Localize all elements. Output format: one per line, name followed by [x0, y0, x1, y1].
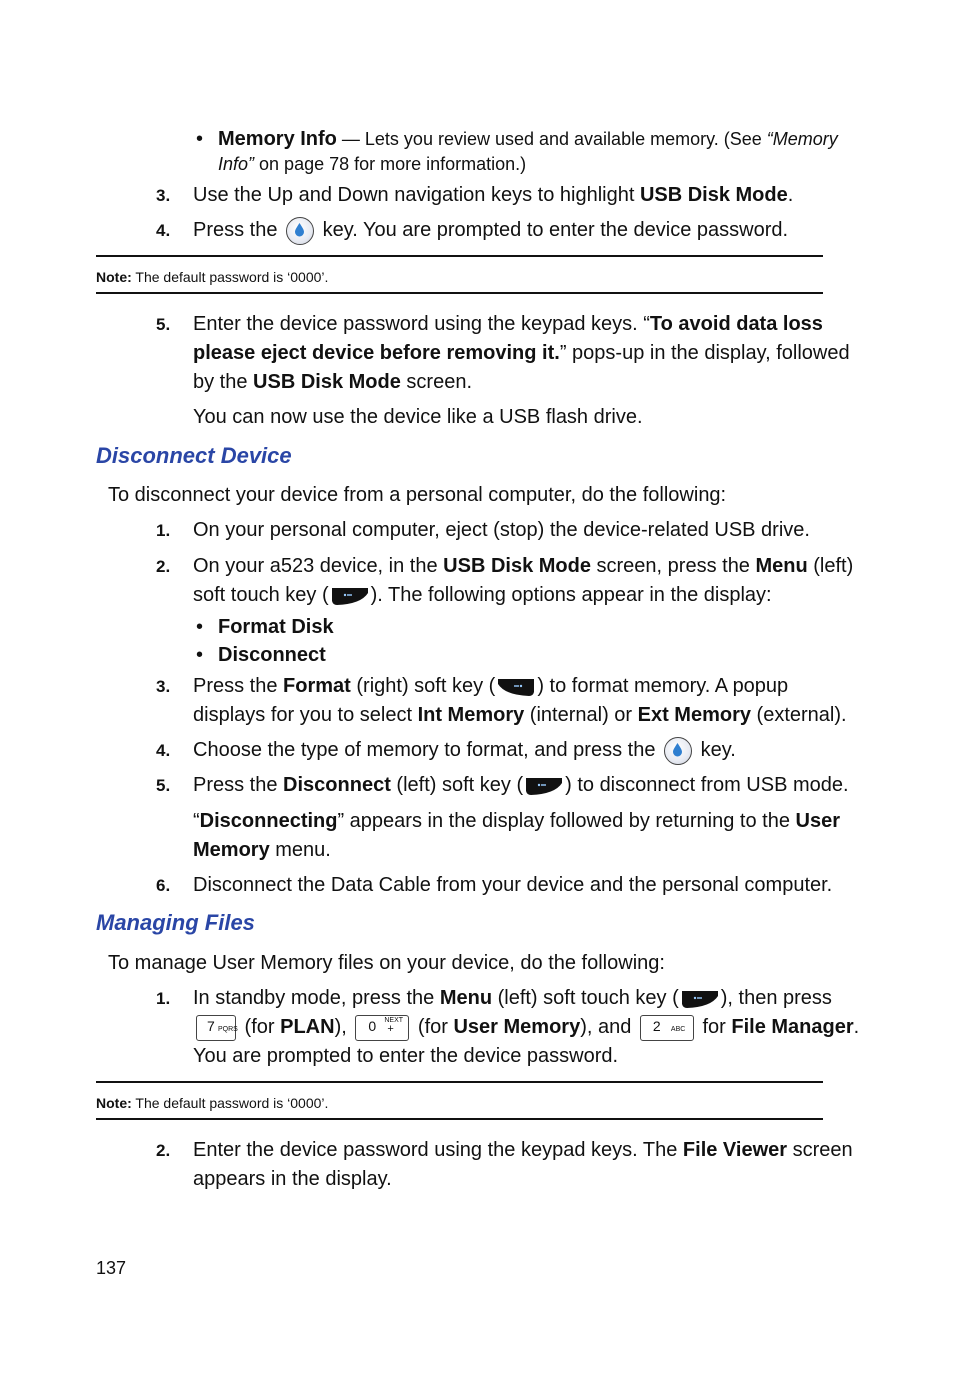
step-5-para-line1: “Disconnecting” appears in the display followed by returning to the User	[193, 810, 840, 832]
step-2-line2: soft touch key ( ). The following options appear in the display:	[193, 584, 772, 606]
step-number: 2.	[156, 1141, 171, 1160]
memory-info-label: Memory Info	[218, 128, 337, 150]
section-heading-disconnect-device: Disconnect Device	[96, 443, 292, 468]
step-number: 1.	[156, 521, 171, 540]
step-1-line3: You are prompted to enter the device password.	[193, 1045, 619, 1067]
step-number: 5.	[156, 315, 171, 334]
left-soft-key-icon	[331, 586, 369, 606]
step-number: 4.	[156, 221, 171, 240]
page-number: 137	[96, 1258, 127, 1278]
step-2-line1: On your a523 device, in the USB Disk Mode screen, press the Menu (left)	[193, 555, 854, 577]
note-rule-bottom	[96, 292, 823, 294]
bullet: •	[196, 616, 204, 638]
step-number: 3.	[156, 677, 171, 696]
left-soft-key-icon	[681, 989, 719, 1009]
step-4-text: Choose the type of memory to format, and press the key.	[193, 736, 736, 765]
step-5-line1: Press the Disconnect (left) soft key ( ) to disconnect from USB mode.	[193, 774, 849, 796]
step-number: 5.	[156, 776, 171, 795]
bullet: •	[196, 644, 204, 666]
step-2-line1: Enter the device password using the keypad keys. The File Viewer screen	[193, 1139, 853, 1161]
section-intro: To disconnect your device from a personal computer, do the following:	[108, 484, 727, 506]
ok-key-icon	[286, 217, 314, 245]
step-number: 1.	[156, 989, 171, 1008]
bullet-memory-info-line1: Memory Info — Lets you review used and available memory. (See “Memory	[218, 128, 838, 150]
step-number: 6.	[156, 876, 171, 895]
step-number: 4.	[156, 741, 171, 760]
step-3-line1: Press the Format (right) soft key ( ) to format memory. A popup	[193, 675, 789, 697]
key-0-icon: 0 NEXT +	[355, 1015, 409, 1041]
option-disconnect: Disconnect	[218, 644, 326, 666]
left-soft-key-icon	[525, 776, 563, 796]
option-format-disk: Format Disk	[218, 616, 334, 638]
step-5-para-line2: Memory menu.	[193, 839, 331, 861]
note: Note: The default password is ‘0000’.	[96, 1095, 329, 1111]
note: Note: The default password is ‘0000’.	[96, 269, 329, 285]
section-intro: To manage User Memory files on your device, do the following:	[108, 952, 665, 974]
note-rule-top	[96, 255, 823, 257]
step-number: 3.	[156, 186, 171, 205]
step-number: 2.	[156, 557, 171, 576]
step-3-text: Use the Up and Down navigation keys to highlight USB Disk Mode.	[193, 184, 794, 206]
step-5-line3: by the USB Disk Mode screen.	[193, 371, 473, 393]
ok-key-icon	[664, 737, 692, 765]
step-1-line1: In standby mode, press the Menu (left) soft touch key ( ), then press	[193, 987, 832, 1009]
bullet: •	[196, 128, 204, 150]
section-heading-managing-files: Managing Files	[96, 910, 255, 935]
step-3-line2: displays for you to select Int Memory (internal) or Ext Memory (external).	[193, 704, 847, 726]
step-5-line2: please eject device before removing it.” pops-up in the display, followed	[193, 342, 850, 364]
right-soft-key-icon	[497, 677, 535, 697]
step-5-extra: You can now use the device like a USB flash drive.	[193, 406, 643, 428]
step-2-line2: appears in the display.	[193, 1168, 392, 1190]
step-1-line2: 7 PQRS (for PLAN), 0 NEXT + (for User Memory), and 2 ABC for File Manager.	[193, 1013, 859, 1042]
step-6-text: Disconnect the Data Cable from your device and the personal computer.	[193, 874, 833, 896]
step-4-text: Press the key. You are prompted to enter the device password.	[193, 216, 788, 245]
step-1-text: On your personal computer, eject (stop) the device-related USB drive.	[193, 519, 810, 541]
key-7-icon: 7 PQRS	[196, 1015, 236, 1041]
step-5-line1: Enter the device password using the keypad keys. “To avoid data loss	[193, 313, 823, 335]
key-2-icon: 2 ABC	[640, 1015, 694, 1041]
bullet-memory-info-line2: Info” on page 78 for more information.)	[218, 154, 527, 174]
note-rule-bottom	[96, 1118, 823, 1120]
note-rule-top	[96, 1081, 823, 1083]
